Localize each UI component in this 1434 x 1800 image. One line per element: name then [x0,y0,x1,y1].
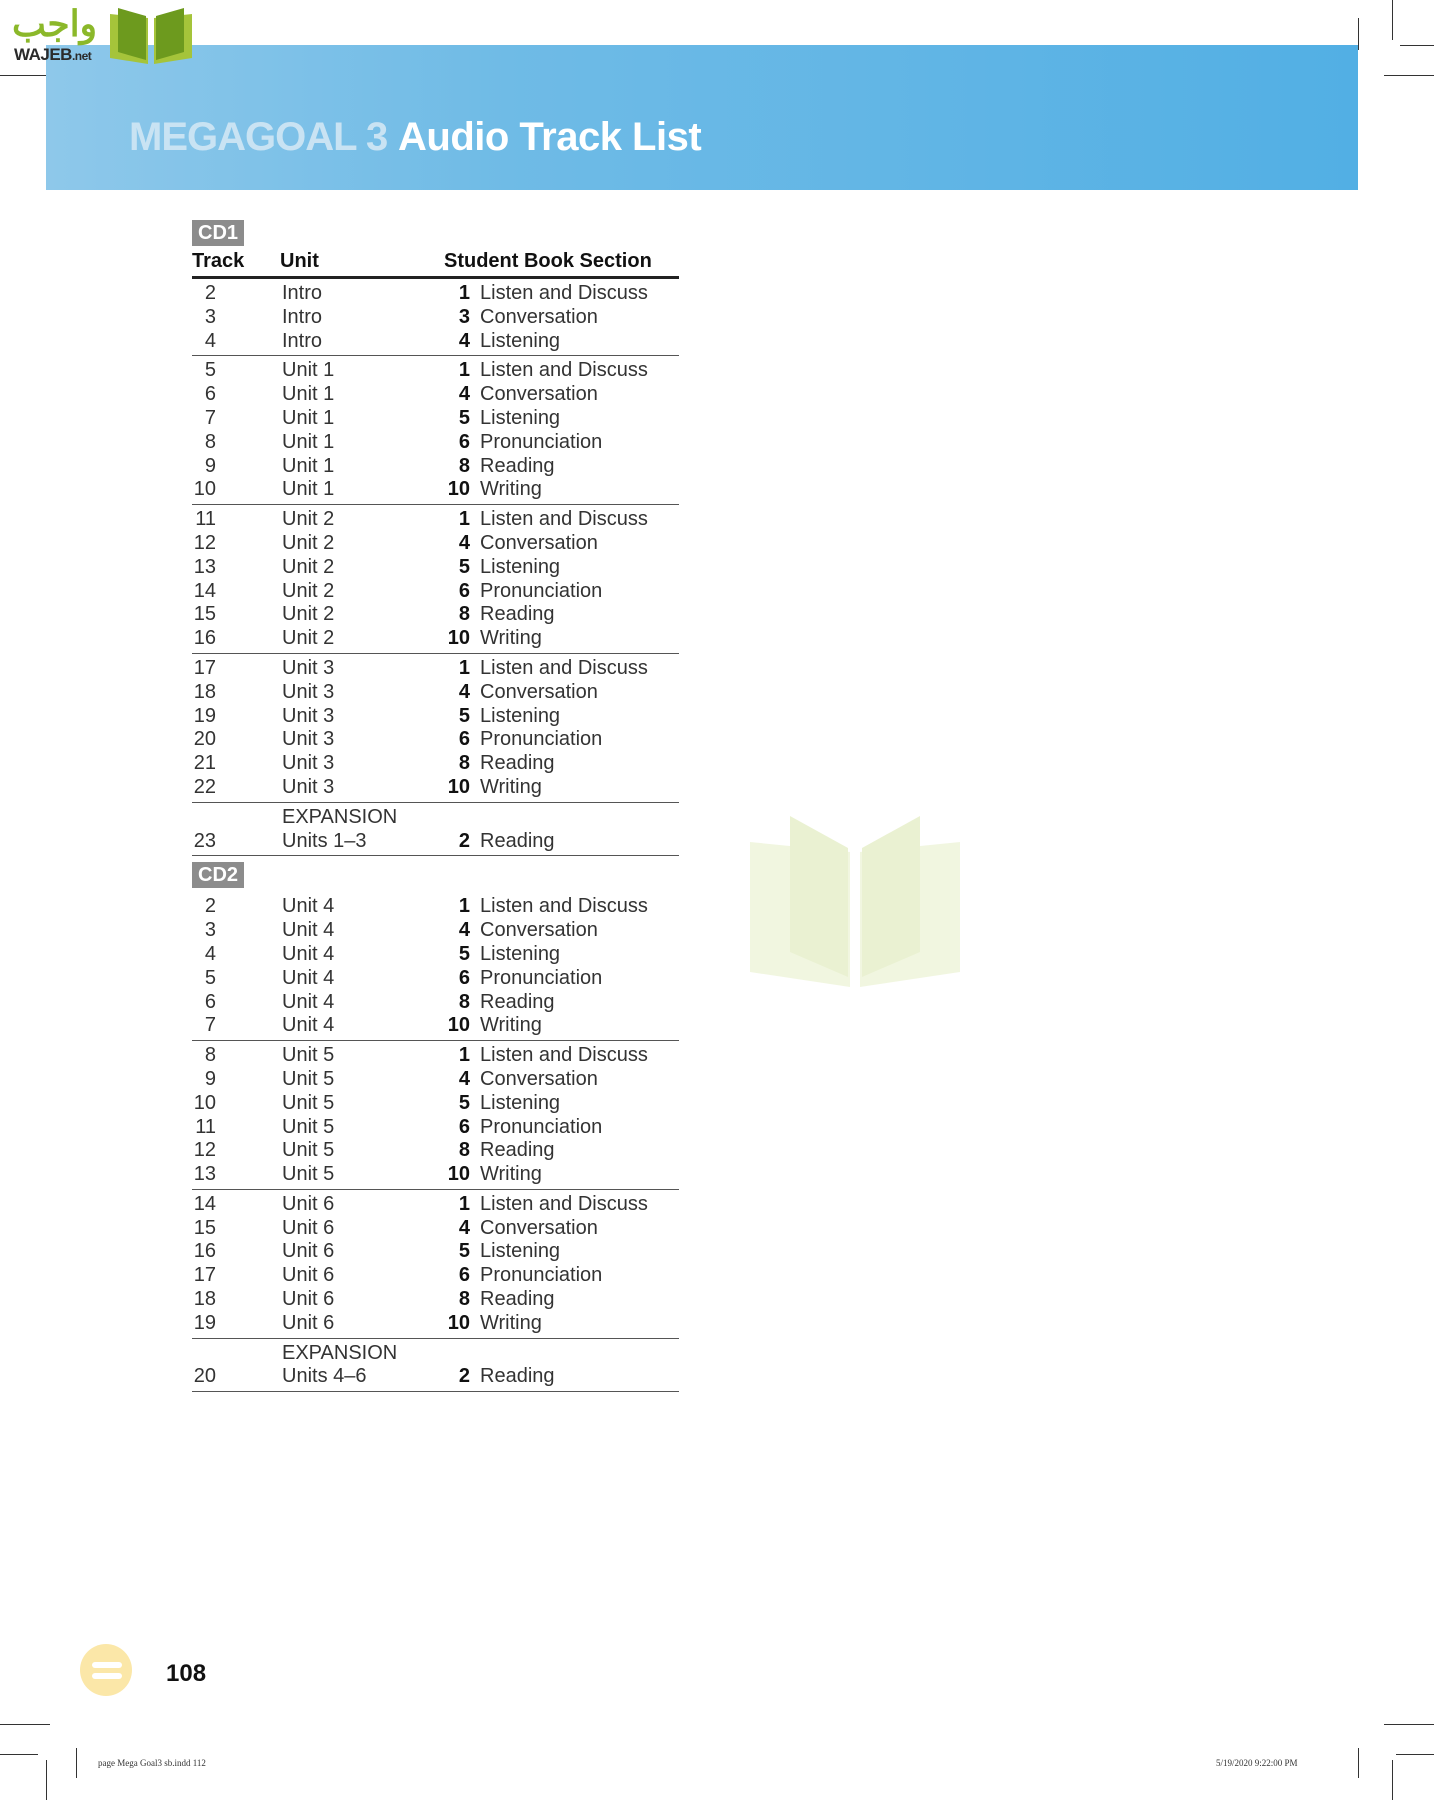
book-page: 5 [458,942,470,965]
table-row [192,556,679,580]
section-name: Pronunciation [480,430,603,453]
track-number: 2 [204,895,216,918]
table-row [192,431,679,455]
section-name: Writing [480,627,542,650]
table-row [192,1139,679,1163]
book-page: 5 [458,704,470,727]
table-row [192,728,679,752]
unit-name: Unit 4 [282,966,335,989]
wajeb-logo[interactable] [8,4,192,66]
book-page: 10 [447,478,470,501]
unit-name: Unit 4 [282,1014,335,1037]
track-number: 15 [193,603,216,626]
track-number: 7 [204,1014,216,1037]
table-row [192,1240,679,1264]
table-row [192,407,679,431]
section-name: Reading [480,1365,555,1388]
track-number: 12 [193,531,216,554]
footer-timestamp: 5/19/2020 9:22:00 PM [1216,1758,1298,1768]
column-header-unit: Unit [280,250,319,272]
track-number: 17 [193,656,216,679]
track-number: 19 [193,1311,216,1334]
book-page: 5 [458,406,470,429]
unit-name: Unit 2 [282,579,335,602]
cd2-label: CD2 [192,862,244,888]
section-name: Listening [480,555,561,578]
track-number: 9 [204,1067,216,1090]
book-page: 8 [458,752,470,775]
book-page: 10 [447,627,470,650]
table-row [192,967,679,991]
section-name: Listening [480,704,561,727]
track-group [192,1041,679,1190]
crop-mark [1358,1748,1359,1778]
section-name: Reading [480,990,555,1013]
track-number: 4 [204,329,216,352]
book-page: 1 [458,508,470,531]
table-row [192,580,679,604]
unit-name: Unit 4 [282,895,335,918]
crop-mark [76,1748,77,1778]
unit-name: Unit 1 [282,478,335,501]
track-number: 5 [204,966,216,989]
page-title: Audio Track List [398,115,702,159]
unit-name: Intro [282,305,323,328]
book-page: 1 [458,1044,470,1067]
section-name: Reading [480,1288,555,1311]
track-number: 15 [193,1216,216,1239]
table-row [192,1288,679,1312]
section-name: Conversation [480,1067,598,1090]
section-name: Pronunciation [480,1115,603,1138]
section-name: Listening [480,942,561,965]
unit-name: Unit 5 [282,1091,335,1114]
section-name: Listen and Discuss [480,508,648,531]
section-name: Writing [480,1014,542,1037]
book-page: 6 [458,1264,470,1287]
unit-name: Unit 1 [282,383,335,406]
track-group [192,279,679,356]
table-row [192,1044,679,1068]
track-number: 14 [193,1192,216,1215]
unit-name: Unit 6 [282,1192,335,1215]
expansion-heading: EXPANSION [282,805,398,828]
book-page: 8 [458,454,470,477]
section-name: Reading [480,752,555,775]
table-row [192,306,679,330]
crop-mark [0,1754,38,1755]
unit-name: Units 4–6 [282,1365,367,1388]
expansion-heading-row [192,806,679,830]
track-number: 2 [204,282,216,304]
cd1-track-groups [192,279,679,803]
section-name: Writing [480,1163,542,1186]
book-page: 3 [458,305,470,328]
crop-mark [1358,18,1359,50]
track-number: 16 [193,627,216,650]
unit-name: Unit 5 [282,1139,335,1162]
expansion-heading: EXPANSION [282,1341,398,1364]
book-page: 10 [447,1311,470,1334]
unit-name: Unit 6 [282,1288,335,1311]
book-page: 6 [458,430,470,453]
track-number: 13 [193,555,216,578]
book-page: 4 [458,383,470,406]
book-page: 8 [458,603,470,626]
column-header-section: Student Book Section [444,250,652,272]
table-row [192,359,679,383]
table-row [192,991,679,1015]
crop-mark [0,75,50,76]
track-number: 5 [204,359,216,382]
table-row [192,330,679,354]
header-banner [46,45,1358,190]
unit-name: Unit 6 [282,1240,335,1263]
track-number: 21 [193,752,216,775]
table-row [192,383,679,407]
book-page: 6 [458,1115,470,1138]
audio-track-table [192,220,679,1392]
section-name: Listening [480,1240,561,1263]
book-page: 1 [458,656,470,679]
track-number: 7 [204,406,216,429]
page-number-badge-icon [76,1638,136,1698]
crop-mark [1392,1760,1393,1800]
table-row [192,508,679,532]
book-page: 1 [458,895,470,918]
book-page: 6 [458,966,470,989]
track-group [192,505,679,654]
cd2-expansion [192,1339,679,1393]
unit-name: Unit 3 [282,656,335,679]
table-header [192,246,679,279]
section-name: Writing [480,1311,542,1334]
crop-mark [0,1724,50,1725]
table-row [192,657,679,681]
track-number: 20 [193,728,216,751]
book-page: 4 [458,680,470,703]
book-page: 10 [447,775,470,798]
crop-mark [46,1760,47,1800]
section-name: Conversation [480,680,598,703]
book-page: 6 [458,728,470,751]
unit-name: Unit 5 [282,1163,335,1186]
unit-name: Unit 3 [282,752,335,775]
unit-name: Unit 2 [282,508,335,531]
section-name: Pronunciation [480,579,603,602]
track-group [192,654,679,803]
section-name: Reading [480,454,555,477]
track-number: 4 [204,942,216,965]
track-number: 22 [193,775,216,798]
unit-name: Unit 3 [282,704,335,727]
track-number: 14 [193,579,216,602]
track-number: 3 [204,919,216,942]
track-number: 6 [204,383,216,406]
section-name: Listening [480,329,561,352]
book-page: 1 [458,282,470,304]
table-row [192,681,679,705]
table-row [192,1163,679,1187]
unit-name: Unit 2 [282,603,335,626]
table-row [192,627,679,651]
unit-name: Unit 1 [282,359,335,382]
book-page: 8 [458,990,470,1013]
book-page: 6 [458,579,470,602]
book-page: 5 [458,555,470,578]
book-page: 4 [458,1216,470,1239]
section-name: Listening [480,406,561,429]
book-page: 4 [458,329,470,352]
section-name: Listening [480,1091,561,1114]
page-number: 108 [166,1660,207,1687]
section-name: Writing [480,478,542,501]
unit-name: Unit 4 [282,990,335,1013]
section-name: Conversation [480,383,598,406]
unit-name: Unit 5 [282,1115,335,1138]
unit-name: Intro [282,329,323,352]
table-row [192,752,679,776]
book-page: 1 [458,359,470,382]
unit-name: Units 1–3 [282,829,367,852]
unit-name: Unit 3 [282,775,335,798]
footer-file: page Mega Goal3 sb.indd 112 [98,1758,206,1768]
watermark-book-icon [740,812,970,992]
track-group [192,892,679,1041]
book-icon [106,4,196,66]
track-number: 11 [195,1115,216,1138]
unit-name: Unit 1 [282,406,335,429]
section-name: Pronunciation [480,966,603,989]
track-number: 16 [193,1240,216,1263]
unit-name: Unit 3 [282,680,335,703]
unit-name: Unit 1 [282,430,335,453]
table-row [192,1193,679,1217]
table-row [192,1312,679,1336]
cd1-expansion [192,803,679,857]
unit-name: Unit 4 [282,919,335,942]
unit-name: Unit 3 [282,728,335,751]
table-row [192,830,679,854]
unit-name: Unit 6 [282,1311,335,1334]
track-number: 8 [204,430,216,453]
book-page: 10 [447,1014,470,1037]
track-number: 9 [204,454,216,477]
section-name: Pronunciation [480,728,603,751]
track-number: 8 [204,1044,216,1067]
book-page: 8 [458,1139,470,1162]
section-name: Conversation [480,919,598,942]
section-name: Reading [480,829,555,852]
table-row [192,776,679,800]
crop-mark [1384,1724,1434,1725]
track-number: 18 [193,1288,216,1311]
book-page: 2 [458,1365,470,1388]
track-number: 10 [193,478,216,501]
track-number: 19 [193,704,216,727]
unit-name: Unit 6 [282,1216,335,1239]
section-name: Reading [480,1139,555,1162]
unit-name: Unit 4 [282,942,335,965]
section-name: Pronunciation [480,1264,603,1287]
book-page: 2 [458,829,470,852]
unit-name: Intro [282,282,323,304]
section-name: Conversation [480,305,598,328]
section-name: Reading [480,603,555,626]
table-row [192,1014,679,1038]
logo-english-text: WAJEB.net [14,45,92,64]
book-page: 5 [458,1091,470,1114]
section-name: Conversation [480,1216,598,1239]
unit-name: Unit 5 [282,1067,335,1090]
track-number: 20 [193,1365,216,1388]
section-name: Listen and Discuss [480,656,648,679]
section-name: Writing [480,775,542,798]
table-row [192,603,679,627]
cd2-track-groups [192,892,679,1338]
cd2-label-wrap [192,856,679,892]
unit-name: Unit 1 [282,454,335,477]
track-group [192,356,679,505]
book-page: 5 [458,1240,470,1263]
table-row [192,478,679,502]
table-row [192,943,679,967]
track-number: 13 [193,1163,216,1186]
track-number: 18 [193,680,216,703]
logo-arabic-text: واجب [12,3,97,44]
table-row [192,282,679,306]
section-name: Listen and Discuss [480,359,648,382]
table-row [192,705,679,729]
book-page: 1 [458,1192,470,1215]
section-name: Listen and Discuss [480,1192,648,1215]
book-page: 10 [447,1163,470,1186]
table-row [192,1068,679,1092]
expansion-heading-row [192,1342,679,1366]
crop-mark [1384,75,1434,76]
unit-name: Unit 2 [282,627,335,650]
section-name: Conversation [480,531,598,554]
table-row [192,455,679,479]
table-row [192,919,679,943]
cd1-label: CD1 [192,220,244,246]
table-row [192,1365,679,1389]
series-title: MEGAGOAL 3 [129,115,388,159]
section-name: Listen and Discuss [480,282,648,304]
crop-mark [1400,45,1434,46]
table-row [192,532,679,556]
table-row [192,895,679,919]
crop-mark [1392,0,1393,40]
book-page: 8 [458,1288,470,1311]
section-name: Listen and Discuss [480,895,648,918]
book-page: 4 [458,531,470,554]
track-number: 3 [204,305,216,328]
book-page: 4 [458,1067,470,1090]
track-group [192,1190,679,1339]
track-number: 17 [193,1264,216,1287]
column-header-track: Track [192,250,245,272]
table-row [192,1092,679,1116]
table-row [192,1116,679,1140]
crop-mark [1396,1754,1434,1755]
track-number: 12 [193,1139,216,1162]
book-page: 4 [458,919,470,942]
unit-name: Unit 2 [282,555,335,578]
track-number: 6 [204,990,216,1013]
unit-name: Unit 6 [282,1264,335,1287]
unit-name: Unit 5 [282,1044,335,1067]
section-name: Listen and Discuss [480,1044,648,1067]
track-number: 23 [193,829,216,852]
track-number: 10 [193,1091,216,1114]
table-row [192,1264,679,1288]
table-row [192,1217,679,1241]
track-number: 11 [195,508,216,531]
unit-name: Unit 2 [282,531,335,554]
